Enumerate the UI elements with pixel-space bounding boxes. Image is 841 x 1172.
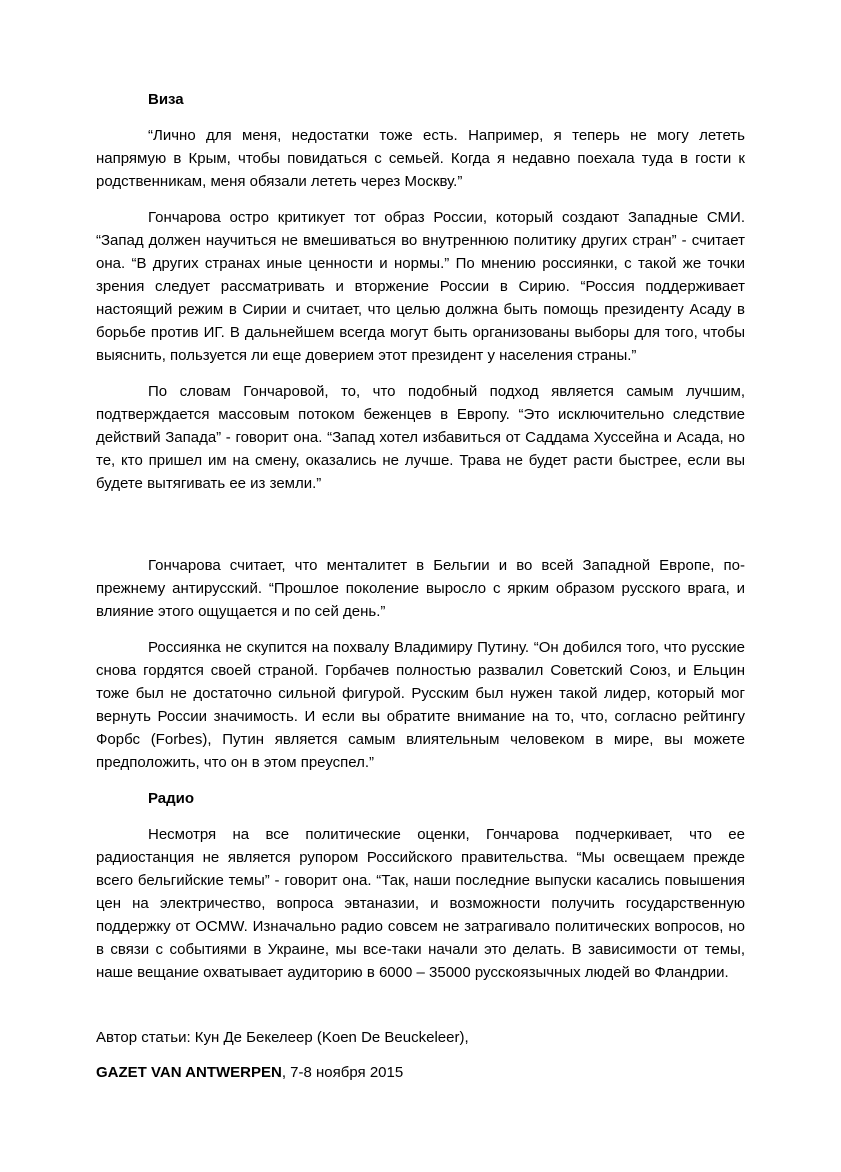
author-line: Автор статьи: Кун Де Бекелеер (Koen De Beuckeleer),: [96, 1029, 469, 1046]
paragraph: Россиянка не скупится на похвалу Владимиру Путину. “Он добился того, что русские снова гордятся своей страной. Горбачев полностью развалил Советский Союз, и Ельцин тоже был не достаточно сильной фигурой. Русским был нужен такой лидер, который мог вернуть России значимость. И если вы обратите внимание на то, что, согласно рейтингу Форбс (Forbes), Путин является самым влиятельным человеком в мире, вы можете предположить, что он в этом преуспел.”: [96, 639, 745, 771]
section-heading-radio: Радио: [148, 790, 195, 807]
paragraph: Гончарова считает, что менталитет в Бельгии и во всей Западной Европе, по-прежнему антирусский. “Прошлое поколение выросло с ярким образом русского врага, и влияние этого ощущается и по сей день.”: [96, 557, 745, 620]
section-radio: [96, 787, 745, 984]
article-footer: [96, 1026, 745, 1084]
section-heading-visa: Виза: [148, 91, 184, 108]
publication-date: , 7-8 ноября 2015: [281, 1064, 404, 1081]
publication-name: GAZET VAN ANTWERPEN: [96, 1064, 282, 1081]
section-visa: [96, 88, 745, 774]
paragraph: Гончарова остро критикует тот образ России, который создают Западные СМИ. “Запад должен научиться не вмешиваться во внутреннюю политику других стран” - считает она. “В других странах иные ценности и нормы.” По мнению россиянки, с такой же точки зрения следует рассматривать и вторжение России в Сирию. “Россия поддерживает настоящий режим в Сирии и считает, что целью должна быть помощь президенту Асаду в борьбе против ИГ. В дальнейшем всегда могут быть организованы выборы для того, чтобы выяснить, пользуется ли еще доверием этот президент у населения страны.”: [96, 209, 745, 364]
paragraph: По словам Гончаровой, то, что подобный подход является самым лучшим, подтверждается массовым потоком беженцев в Европу. “Это исключительно следствие действий Запада” - говорит она. “Запад хотел избавиться от Саддама Хуссейна и Асада, но те, кто пришел им на смену, оказались не лучше. Трава не будет расти быстрее, если вы будете вытягивать ее из земли.”: [96, 383, 745, 492]
publication-line: [96, 1061, 745, 1084]
blank-space: [96, 508, 745, 554]
paragraph: Несмотря на все политические оценки, Гончарова подчеркивает, что ее радиостанция не является рупором Российского правительства. “Мы освещаем прежде всего бельгийские темы” - говорит она. “Так, наши последние выпуски касались повышения цен на электричество, вопроса эвтаназии, и возможности получить государственную поддержку от OCMW. Изначально радио совсем не затрагивало политических вопросов, но в связи с событиями в Украине, мы все-таки начали это делать. В зависимости от темы, наше вещание охватывает аудиторию в 6000 – 35000 русскоязычных людей во Фландрии.: [96, 826, 745, 981]
paragraph: “Лично для меня, недостатки тоже есть. Например, я теперь не могу лететь напрямую в Крым, чтобы повидаться с семьей. Когда я недавно поехала туда в гости к родственникам, меня обязали лететь через Москву.”: [96, 127, 745, 190]
